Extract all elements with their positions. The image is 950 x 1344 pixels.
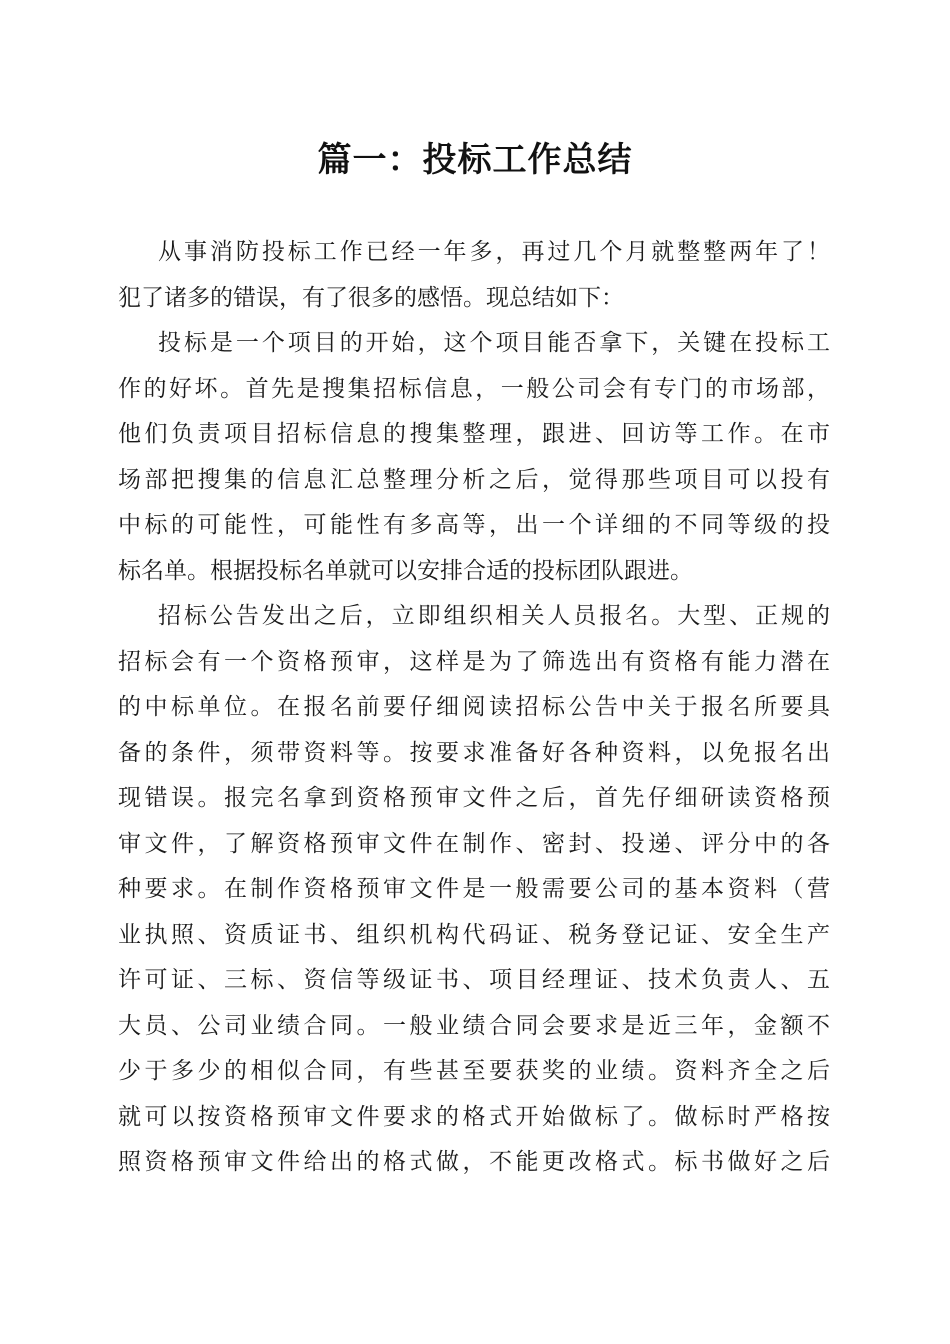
paragraph-1-line-1: 从事消防投标工作已经一年多，再过几个月就整整两年了！ xyxy=(158,239,830,265)
paragraph-3-line-2: 招标会有一个资格预审，这样是为了筛选出有资格有能力潜在 xyxy=(118,648,830,675)
paragraph-2-line-3: 他们负责项目招标信息的搜集整理，跟进、回访等工作。在市 xyxy=(118,421,830,447)
paragraph-1-line-2: 犯了诸多的错误，有了很多的感悟。现总结如下： xyxy=(118,284,624,311)
paragraph-2-line-5: 中标的可能性，可能性有多高等，出一个详细的不同等级的投 xyxy=(118,512,830,538)
paragraph-2-line-1: 投标是一个项目的开始，这个项目能否拿下，关键在投标工 xyxy=(158,330,830,356)
paragraph-3-line-7: 种要求。在制作资格预审文件是一般需要公司的基本资料（营 xyxy=(118,876,830,902)
paragraph-3-line-12: 就可以按资格预审文件要求的格式开始做标了。做标时严格按 xyxy=(118,1103,830,1130)
paragraph-2-line-4: 场部把搜集的信息汇总整理分析之后，觉得那些项目可以投有 xyxy=(118,466,830,493)
paragraph-3-line-4: 备的条件，须带资料等。按要求准备好各种资料，以免报名出 xyxy=(118,739,830,766)
paragraph-3-line-5: 现错误。报完名拿到资格预审文件之后，首先仔细研读资格预 xyxy=(118,785,830,811)
document-body xyxy=(118,230,830,1186)
paragraph-3-line-6: 审文件，了解资格预审文件在制作、密封、投递、评分中的各 xyxy=(118,830,830,857)
paragraph-3-line-3: 的中标单位。在报名前要仔细阅读招标公告中关于报名所要具 xyxy=(118,694,830,720)
paragraph-3-line-1: 招标公告发出之后，立即组织相关人员报名。大型、正规的 xyxy=(158,603,830,629)
paragraph-2-line-2: 作的好坏。首先是搜集招标信息，一般公司会有专门的市场部， xyxy=(118,375,830,402)
document-title: 篇一：投标工作总结 xyxy=(317,140,633,180)
paragraph-3-line-10: 大员、公司业绩合同。一般业绩合同会要求是近三年，金额不 xyxy=(118,1012,830,1039)
paragraph-3-line-8: 业执照、资质证书、组织机构代码证、税务登记证、安全生产 xyxy=(118,921,830,948)
paragraph-3-line-13: 照资格预审文件给出的格式做，不能更改格式。标书做好之后 xyxy=(118,1149,830,1175)
paragraph-3-line-9: 许可证、三标、资信等级证书、项目经理证、技术负责人、五 xyxy=(118,967,830,993)
paragraph-3-line-11: 少于多少的相似合同，有些甚至要获奖的业绩。资料齐全之后 xyxy=(118,1058,830,1084)
paragraph-2-line-6: 标名单。根据投标名单就可以安排合适的投标团队跟进。 xyxy=(118,557,693,584)
